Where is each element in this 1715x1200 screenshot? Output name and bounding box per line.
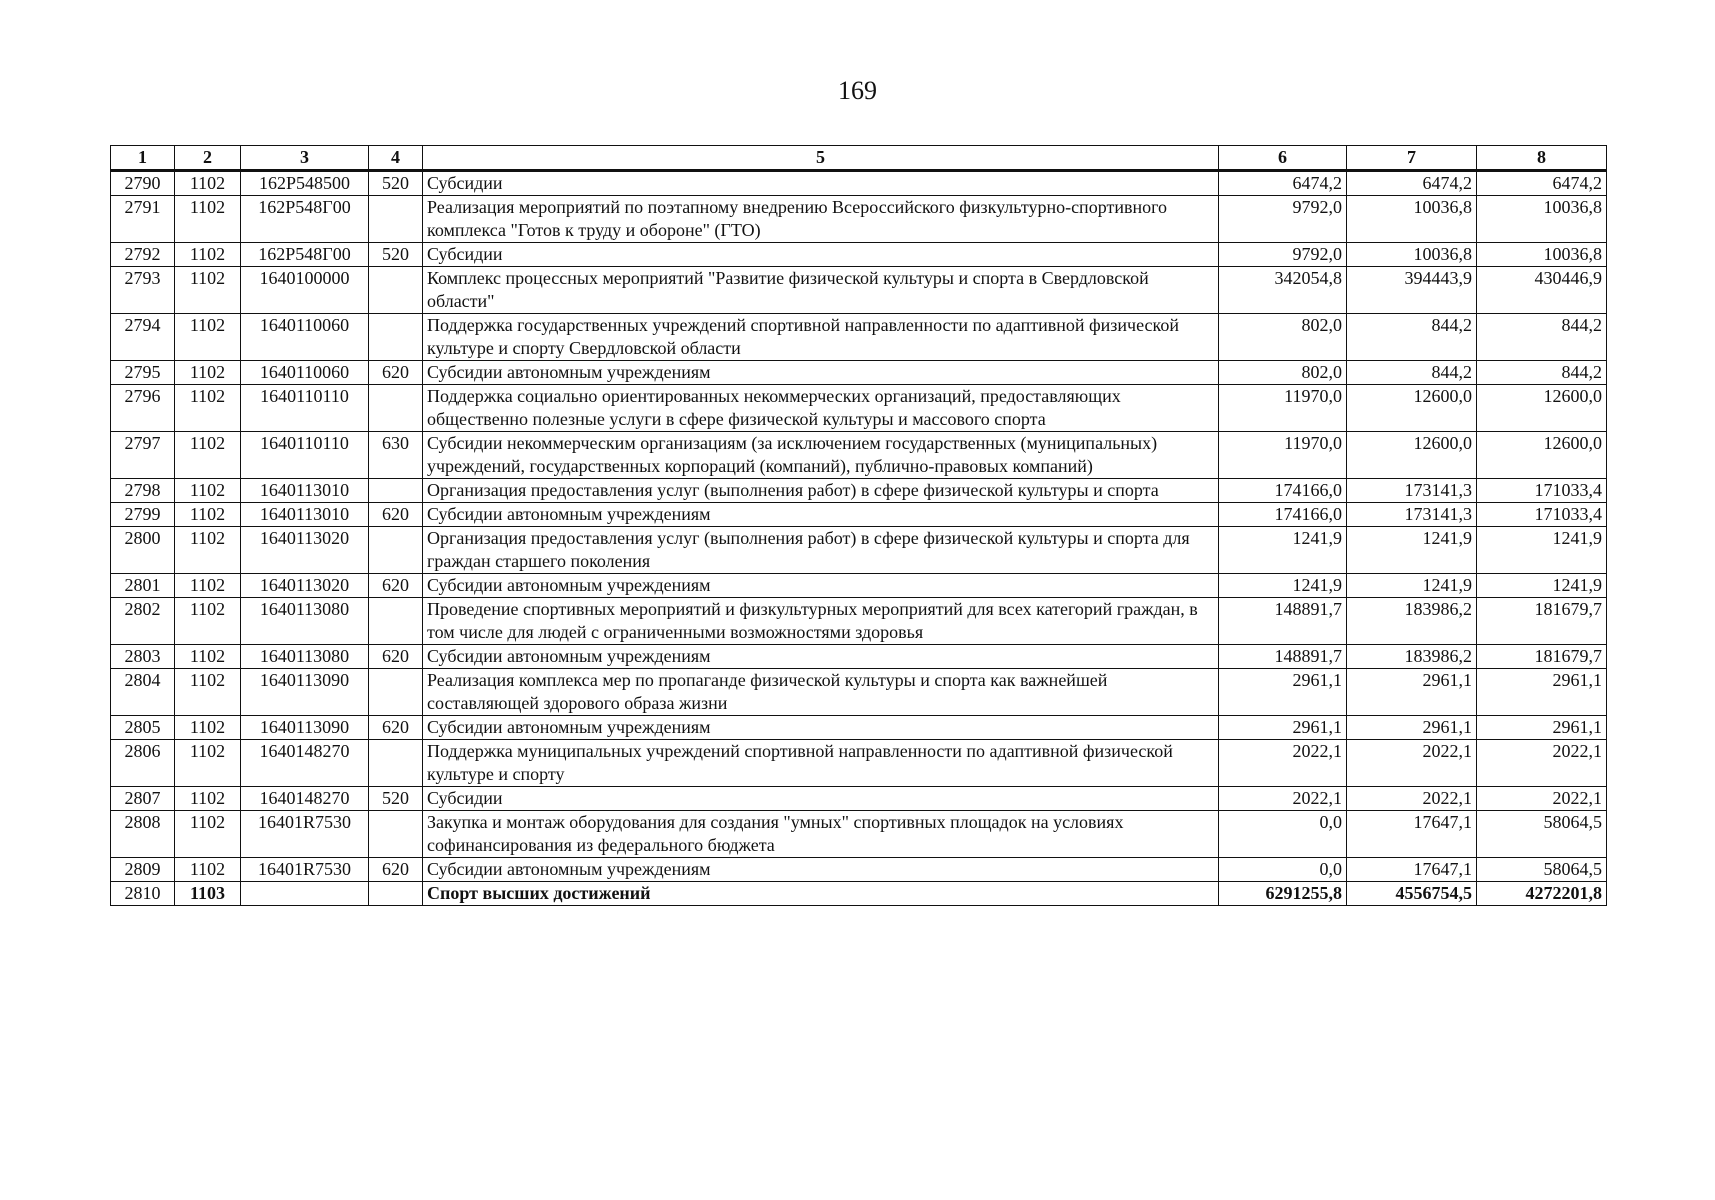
row-number-cell: 2790	[111, 171, 175, 196]
amount-col8-cell: 430446,9	[1477, 267, 1607, 314]
amount-col8-cell: 58064,5	[1477, 858, 1607, 882]
item-name-cell: Спорт высших достижений	[423, 882, 1219, 906]
item-name-cell: Реализация комплекса мер по пропаганде физической культуры и спорта как важнейшей составляющей здорового образа жизни	[423, 669, 1219, 716]
row-number-cell: 2805	[111, 716, 175, 740]
target-article-cell: 1640113080	[241, 598, 369, 645]
amount-col6-cell: 802,0	[1219, 314, 1347, 361]
amount-col7-cell: 844,2	[1347, 361, 1477, 385]
section-code-cell: 1102	[175, 361, 241, 385]
row-number-cell: 2793	[111, 267, 175, 314]
item-name-cell: Поддержка социально ориентированных некоммерческих организаций, предоставляющих общественно полезные услуги в сфере физической культуры и массового спорта	[423, 385, 1219, 432]
amount-col6-cell: 6291255,8	[1219, 882, 1347, 906]
item-name-cell: Организация предоставления услуг (выполнения работ) в сфере физической культуры и спорта	[423, 479, 1219, 503]
amount-col7-cell: 173141,3	[1347, 503, 1477, 527]
row-number-cell: 2808	[111, 811, 175, 858]
expense-type-cell: 520	[369, 787, 423, 811]
column-header: 2	[175, 146, 241, 171]
table-row	[111, 858, 1607, 882]
amount-col7-cell: 2022,1	[1347, 787, 1477, 811]
amount-col6-cell: 802,0	[1219, 361, 1347, 385]
row-number-cell: 2792	[111, 243, 175, 267]
amount-col6-cell: 1241,9	[1219, 527, 1347, 574]
amount-col7-cell: 1241,9	[1347, 527, 1477, 574]
table-body	[111, 171, 1607, 906]
amount-col7-cell: 183986,2	[1347, 645, 1477, 669]
section-code-cell: 1102	[175, 171, 241, 196]
expense-type-cell	[369, 314, 423, 361]
section-code-cell: 1102	[175, 267, 241, 314]
expense-type-cell	[369, 811, 423, 858]
table-row	[111, 811, 1607, 858]
amount-col8-cell: 844,2	[1477, 361, 1607, 385]
table-row	[111, 787, 1607, 811]
amount-col7-cell: 6474,2	[1347, 171, 1477, 196]
amount-col7-cell: 2961,1	[1347, 669, 1477, 716]
table-row	[111, 479, 1607, 503]
item-name-cell: Субсидии	[423, 787, 1219, 811]
target-article-cell: 16401R7530	[241, 811, 369, 858]
amount-col6-cell: 9792,0	[1219, 196, 1347, 243]
item-name-cell: Субсидии	[423, 171, 1219, 196]
amount-col6-cell: 0,0	[1219, 811, 1347, 858]
amount-col6-cell: 342054,8	[1219, 267, 1347, 314]
item-name-cell: Закупка и монтаж оборудования для создания "умных" спортивных площадок на условиях софинансирования из федерального бюджета	[423, 811, 1219, 858]
table-row	[111, 171, 1607, 196]
row-number-cell: 2800	[111, 527, 175, 574]
item-name-cell: Субсидии автономным учреждениям	[423, 503, 1219, 527]
table-row	[111, 267, 1607, 314]
amount-col6-cell: 2961,1	[1219, 669, 1347, 716]
section-code-cell: 1102	[175, 716, 241, 740]
target-article-cell: 1640113010	[241, 479, 369, 503]
table-row	[111, 669, 1607, 716]
target-article-cell: 162P548500	[241, 171, 369, 196]
amount-col6-cell: 174166,0	[1219, 503, 1347, 527]
table-row	[111, 645, 1607, 669]
section-code-cell: 1102	[175, 740, 241, 787]
target-article-cell: 162P548Г00	[241, 196, 369, 243]
row-number-cell: 2798	[111, 479, 175, 503]
amount-col8-cell: 12600,0	[1477, 432, 1607, 479]
row-number-cell: 2791	[111, 196, 175, 243]
expense-type-cell: 520	[369, 243, 423, 267]
target-article-cell: 1640148270	[241, 740, 369, 787]
page-number: 169	[838, 76, 877, 105]
amount-col6-cell: 1241,9	[1219, 574, 1347, 598]
target-article-cell: 1640148270	[241, 787, 369, 811]
amount-col7-cell: 844,2	[1347, 314, 1477, 361]
target-article-cell: 16401R7530	[241, 858, 369, 882]
column-header: 3	[241, 146, 369, 171]
amount-col8-cell: 2022,1	[1477, 787, 1607, 811]
expense-type-cell	[369, 385, 423, 432]
column-header: 1	[111, 146, 175, 171]
amount-col6-cell: 2961,1	[1219, 716, 1347, 740]
row-number-cell: 2794	[111, 314, 175, 361]
amount-col6-cell: 2022,1	[1219, 740, 1347, 787]
amount-col6-cell: 148891,7	[1219, 598, 1347, 645]
row-number-cell: 2795	[111, 361, 175, 385]
expense-type-cell: 520	[369, 171, 423, 196]
item-name-cell: Субсидии автономным учреждениям	[423, 858, 1219, 882]
table-row	[111, 882, 1607, 906]
expense-type-cell: 620	[369, 361, 423, 385]
table-row	[111, 361, 1607, 385]
item-name-cell: Субсидии автономным учреждениям	[423, 574, 1219, 598]
target-article-cell: 1640110110	[241, 385, 369, 432]
amount-col8-cell: 10036,8	[1477, 243, 1607, 267]
section-code-cell: 1102	[175, 196, 241, 243]
item-name-cell: Поддержка государственных учреждений спортивной направленности по адаптивной физической культуре и спорту Свердловской области	[423, 314, 1219, 361]
row-number-cell: 2799	[111, 503, 175, 527]
section-code-cell: 1102	[175, 669, 241, 716]
amount-col7-cell: 173141,3	[1347, 479, 1477, 503]
budget-table	[110, 145, 1607, 906]
item-name-cell: Поддержка муниципальных учреждений спортивной направленности по адаптивной физической культуре и спорту	[423, 740, 1219, 787]
section-code-cell: 1102	[175, 243, 241, 267]
amount-col7-cell: 1241,9	[1347, 574, 1477, 598]
section-code-cell: 1102	[175, 385, 241, 432]
target-article-cell: 162P548Г00	[241, 243, 369, 267]
target-article-cell: 1640113080	[241, 645, 369, 669]
expense-type-cell: 620	[369, 858, 423, 882]
table-row	[111, 527, 1607, 574]
row-number-cell: 2809	[111, 858, 175, 882]
target-article-cell: 1640100000	[241, 267, 369, 314]
table-row	[111, 314, 1607, 361]
row-number-cell: 2796	[111, 385, 175, 432]
section-code-cell: 1102	[175, 479, 241, 503]
amount-col7-cell: 183986,2	[1347, 598, 1477, 645]
section-code-cell: 1102	[175, 598, 241, 645]
table-row	[111, 196, 1607, 243]
table-row	[111, 574, 1607, 598]
expense-type-cell	[369, 882, 423, 906]
section-code-cell: 1103	[175, 882, 241, 906]
amount-col6-cell: 0,0	[1219, 858, 1347, 882]
amount-col6-cell: 9792,0	[1219, 243, 1347, 267]
expense-type-cell	[369, 267, 423, 314]
section-code-cell: 1102	[175, 574, 241, 598]
target-article-cell: 1640110060	[241, 361, 369, 385]
amount-col8-cell: 58064,5	[1477, 811, 1607, 858]
expense-type-cell	[369, 598, 423, 645]
expense-type-cell	[369, 740, 423, 787]
table-header-row	[111, 146, 1607, 171]
section-code-cell: 1102	[175, 527, 241, 574]
amount-col8-cell: 844,2	[1477, 314, 1607, 361]
amount-col8-cell: 6474,2	[1477, 171, 1607, 196]
amount-col8-cell: 2022,1	[1477, 740, 1607, 787]
amount-col7-cell: 17647,1	[1347, 858, 1477, 882]
amount-col8-cell: 171033,4	[1477, 503, 1607, 527]
expense-type-cell: 620	[369, 716, 423, 740]
section-code-cell: 1102	[175, 787, 241, 811]
section-code-cell: 1102	[175, 503, 241, 527]
expense-type-cell: 620	[369, 574, 423, 598]
row-number-cell: 2810	[111, 882, 175, 906]
amount-col8-cell: 181679,7	[1477, 645, 1607, 669]
amount-col6-cell: 11970,0	[1219, 385, 1347, 432]
expense-type-cell: 620	[369, 645, 423, 669]
expense-type-cell	[369, 527, 423, 574]
amount-col8-cell: 1241,9	[1477, 527, 1607, 574]
target-article-cell: 1640110110	[241, 432, 369, 479]
amount-col7-cell: 12600,0	[1347, 432, 1477, 479]
row-number-cell: 2797	[111, 432, 175, 479]
amount-col8-cell: 10036,8	[1477, 196, 1607, 243]
target-article-cell: 1640113090	[241, 669, 369, 716]
section-code-cell: 1102	[175, 314, 241, 361]
section-code-cell: 1102	[175, 858, 241, 882]
expense-type-cell: 620	[369, 503, 423, 527]
item-name-cell: Субсидии некоммерческим организациям (за исключением государственных (муниципальных) учреждений, государственных корпораций (компаний), публично-правовых компаний)	[423, 432, 1219, 479]
table-row	[111, 716, 1607, 740]
section-code-cell: 1102	[175, 432, 241, 479]
amount-col7-cell: 10036,8	[1347, 196, 1477, 243]
target-article-cell: 1640113020	[241, 527, 369, 574]
table-row	[111, 598, 1607, 645]
table-row	[111, 243, 1607, 267]
target-article-cell: 1640113020	[241, 574, 369, 598]
expense-type-cell	[369, 669, 423, 716]
target-article-cell: 1640113010	[241, 503, 369, 527]
row-number-cell: 2801	[111, 574, 175, 598]
row-number-cell: 2804	[111, 669, 175, 716]
amount-col6-cell: 2022,1	[1219, 787, 1347, 811]
item-name-cell: Субсидии автономным учреждениям	[423, 645, 1219, 669]
amount-col8-cell: 12600,0	[1477, 385, 1607, 432]
amount-col8-cell: 181679,7	[1477, 598, 1607, 645]
item-name-cell: Субсидии	[423, 243, 1219, 267]
item-name-cell: Субсидии автономным учреждениям	[423, 716, 1219, 740]
amount-col6-cell: 6474,2	[1219, 171, 1347, 196]
row-number-cell: 2807	[111, 787, 175, 811]
column-header: 6	[1219, 146, 1347, 171]
amount-col7-cell: 4556754,5	[1347, 882, 1477, 906]
amount-col7-cell: 10036,8	[1347, 243, 1477, 267]
table-row	[111, 385, 1607, 432]
table-row	[111, 432, 1607, 479]
section-code-cell: 1102	[175, 811, 241, 858]
amount-col8-cell: 4272201,8	[1477, 882, 1607, 906]
expense-type-cell	[369, 196, 423, 243]
item-name-cell: Проведение спортивных мероприятий и физкультурных мероприятий для всех категорий граждан, в том числе для людей с ограниченными возможностями здоровья	[423, 598, 1219, 645]
section-code-cell: 1102	[175, 645, 241, 669]
item-name-cell: Субсидии автономным учреждениям	[423, 361, 1219, 385]
amount-col6-cell: 148891,7	[1219, 645, 1347, 669]
item-name-cell: Реализация мероприятий по поэтапному внедрению Всероссийского физкультурно-спортивного комплекса "Готов к труду и обороне" (ГТО)	[423, 196, 1219, 243]
amount-col8-cell: 1241,9	[1477, 574, 1607, 598]
column-header: 8	[1477, 146, 1607, 171]
amount-col8-cell: 171033,4	[1477, 479, 1607, 503]
amount-col7-cell: 394443,9	[1347, 267, 1477, 314]
target-article-cell: 1640110060	[241, 314, 369, 361]
table-row	[111, 740, 1607, 787]
amount-col6-cell: 11970,0	[1219, 432, 1347, 479]
row-number-cell: 2806	[111, 740, 175, 787]
amount-col8-cell: 2961,1	[1477, 669, 1607, 716]
row-number-cell: 2803	[111, 645, 175, 669]
item-name-cell: Комплекс процессных мероприятий "Развитие физической культуры и спорта в Свердловской области"	[423, 267, 1219, 314]
amount-col7-cell: 2961,1	[1347, 716, 1477, 740]
amount-col7-cell: 2022,1	[1347, 740, 1477, 787]
item-name-cell: Организация предоставления услуг (выполнения работ) в сфере физической культуры и спорта для граждан старшего поколения	[423, 527, 1219, 574]
amount-col7-cell: 12600,0	[1347, 385, 1477, 432]
amount-col8-cell: 2961,1	[1477, 716, 1607, 740]
amount-col6-cell: 174166,0	[1219, 479, 1347, 503]
target-article-cell: 1640113090	[241, 716, 369, 740]
column-header: 7	[1347, 146, 1477, 171]
target-article-cell	[241, 882, 369, 906]
expense-type-cell: 630	[369, 432, 423, 479]
table-row	[111, 503, 1607, 527]
column-header: 4	[369, 146, 423, 171]
column-header: 5	[423, 146, 1219, 171]
expense-type-cell	[369, 479, 423, 503]
row-number-cell: 2802	[111, 598, 175, 645]
amount-col7-cell: 17647,1	[1347, 811, 1477, 858]
